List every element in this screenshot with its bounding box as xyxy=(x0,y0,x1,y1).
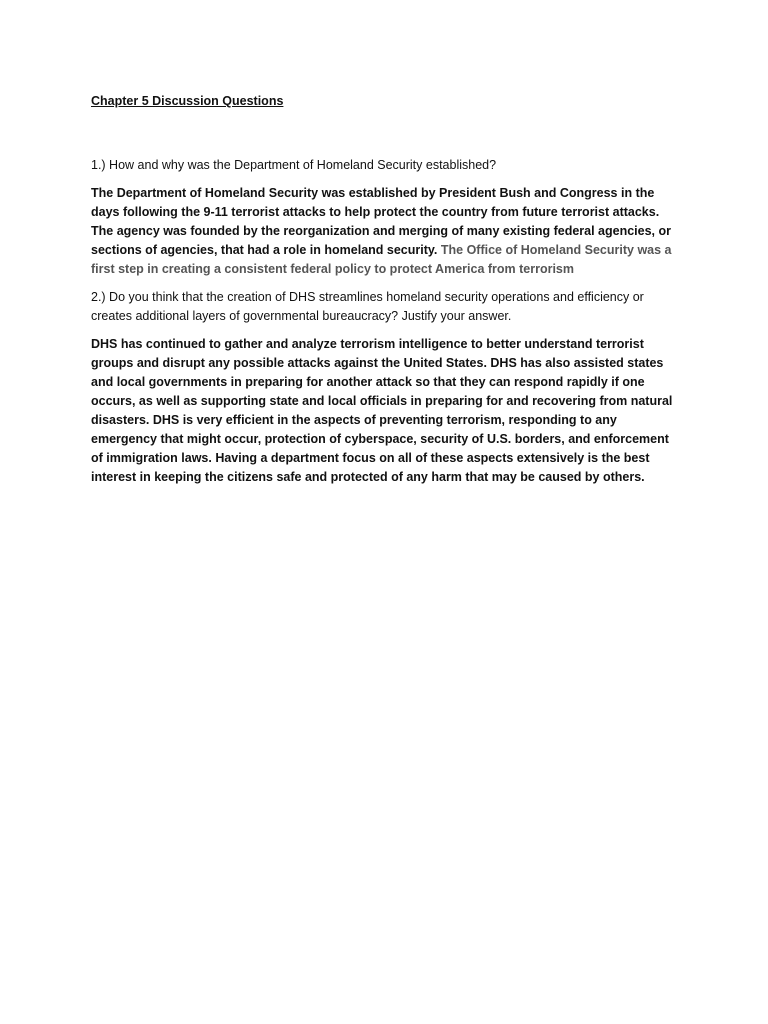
page-title: Chapter 5 Discussion Questions xyxy=(91,94,284,108)
document-page xyxy=(91,92,676,496)
answer-1-continuation: The Office of Homeland Security was a first step in creating a consistent federal policy to protect America from terrorism xyxy=(91,243,672,276)
answer-2: DHS has continued to gather and analyze terrorism intelligence to better understand terrorist groups and disrupt any possible attacks against the United States. DHS has also assisted states and local governments in preparing for another attack so that they can respond rapidly if one occurs, as well as supporting state and local officials in preparing for and recovering from natural disasters. DHS is very efficient in the aspects of preventing terrorism, responding to any emergency that might occur, protection of cyberspace, security of U.S. borders, and enforcement of immigration laws. Having a department focus on all of these aspects extensively is the best interest in keeping the citizens safe and protected of any harm that may be caused by others. xyxy=(91,337,673,484)
question-2-text: 2.) Do you think that the creation of DHS streamlines homeland security operations and efficiency or creates additional layers of governmental bureaucracy? Justify your answer. xyxy=(91,290,644,323)
answer-1 xyxy=(91,184,676,279)
question-1-text: 1.) How and why was the Department of Homeland Security established? xyxy=(91,158,497,172)
answer-1-text: The Department of Homeland Security was established by President Bush and Congress in the days following the 9-11 terrorist attacks to help protect the country from future terrorist attacks. The agency was founded by the reorganization and merging of many existing federal agencies, or sections of agencies, that had a role in homeland security. xyxy=(91,186,671,257)
